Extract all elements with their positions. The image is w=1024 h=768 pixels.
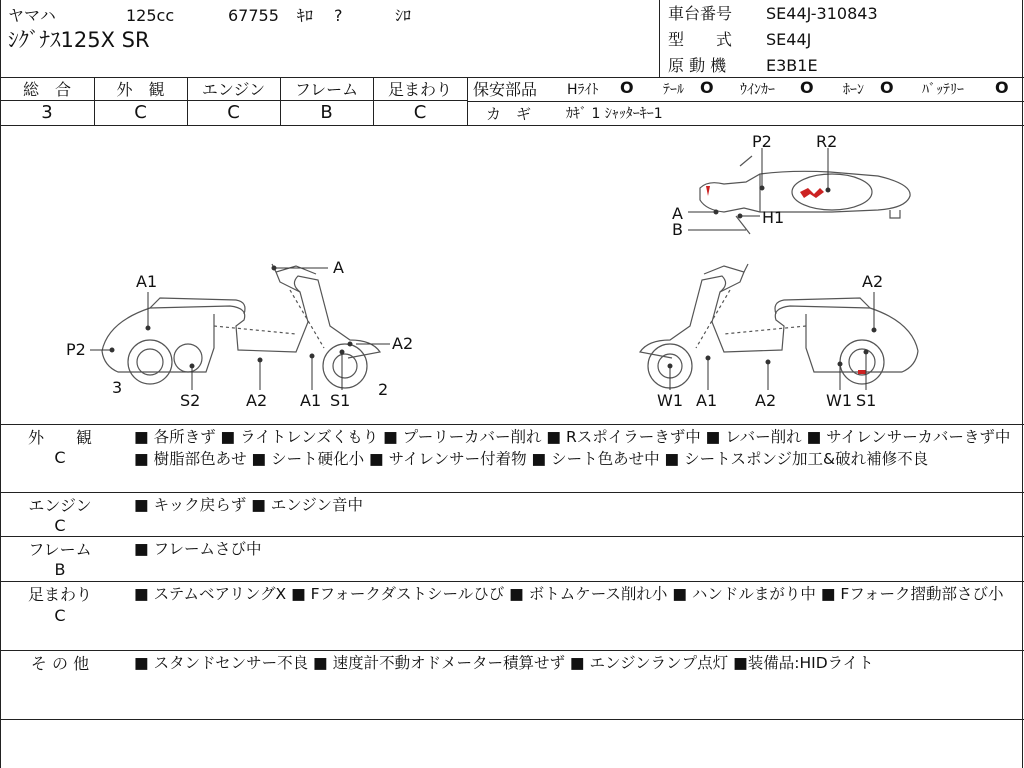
suspension-section-grade: C — [54, 606, 66, 625]
diagram-label: 2 — [378, 380, 389, 399]
suspension-section-label: 足まわり — [27, 585, 92, 604]
exterior-notes: ■ 各所きず ■ ライトレンズくもり ■ プーリーカバー削れ ■ Rスポイラーきず中 ■ レバー削れ ■ サイレンサーカバーきず中 ■ 樹脂部色あせ ■ シート硬化小 ■ サイレンサー付着物 ■ シート色あせ中 ■ シートスポンジ加工&破れ補修不良 — [134, 428, 1011, 468]
horn-status: O — [880, 78, 894, 97]
engine-grade-label: エンジン — [201, 80, 266, 99]
overall-label: 総 合 — [22, 80, 71, 99]
engine-section-grade: C — [54, 516, 66, 535]
model-name: ｼｸﾞﾅｽ125X SR — [8, 28, 150, 52]
displacement: 125cc — [126, 6, 175, 25]
frame-notes: ■ フレームさび中 — [134, 540, 262, 558]
winker-status: O — [800, 78, 814, 97]
key-label: カ ギ — [486, 105, 532, 123]
suspension-grade: C — [413, 102, 427, 123]
damage-marks — [706, 186, 866, 374]
diagram-label: P2 — [66, 340, 86, 359]
frame-section-label: フレーム — [28, 540, 92, 559]
damage-mark-muffler — [858, 370, 866, 374]
diagram-label: W1 — [826, 391, 852, 410]
diagram-label: A2 — [246, 391, 268, 410]
diagram-label: A2 — [755, 391, 777, 410]
diagram-label: A1 — [136, 272, 158, 291]
section-divider — [0, 650, 1024, 651]
diagram-label: B — [672, 220, 683, 239]
tail-status: O — [700, 78, 714, 97]
body-color: ｼﾛ — [395, 6, 412, 25]
diagram-bottom-divider — [0, 424, 1024, 425]
grade-col-divider — [467, 77, 468, 125]
type-value: SE44J — [766, 30, 812, 49]
diagram-label: S2 — [180, 391, 201, 410]
header-divider — [0, 77, 1024, 78]
headlight-status: O — [620, 78, 634, 97]
mileage-flag: ? — [334, 6, 343, 25]
battery-label: ﾊﾞｯﾃﾘｰ — [922, 82, 964, 98]
section-divider — [0, 581, 1024, 582]
overall-grade: 3 — [41, 102, 53, 123]
diagram-label: A — [333, 258, 344, 277]
mileage-unit: ｷﾛ — [297, 6, 314, 25]
frame-grade-label: フレーム — [294, 80, 359, 99]
diagram-label: A — [672, 204, 683, 223]
diagram-label: 3 — [112, 378, 123, 397]
key-value: ｶｷﾞ 1 ｼｬｯﾀｰｷｰ1 — [566, 106, 663, 122]
exterior-grade: C — [134, 102, 147, 123]
horn-label: ﾎｰﾝ — [843, 82, 864, 98]
exterior-section-grade: C — [54, 448, 66, 467]
damage-mark-seat — [800, 188, 824, 198]
header-vdivider — [659, 0, 660, 77]
diagram-label: S1 — [856, 391, 877, 410]
section-divider — [0, 536, 1024, 537]
maker: ヤマハ — [8, 6, 56, 25]
exterior-label: 外 観 — [116, 80, 165, 99]
diagram-label: A2 — [862, 272, 884, 291]
other-section-label: そ の 他 — [30, 654, 90, 673]
frame-no: SE44J-310843 — [766, 4, 878, 23]
frame-no-label: 車台番号 — [668, 4, 733, 23]
section-divider — [0, 492, 1024, 493]
suspension-grade-label: 足まわり — [387, 80, 452, 99]
diagram-label: A2 — [392, 334, 414, 353]
damage-mark-lever — [706, 186, 710, 196]
tail-label: ﾃｰﾙ — [663, 82, 684, 98]
suspension-notes: ■ ステムベアリングX ■ Fフォークダストシールひび ■ ボトムケース削れ小 ■ ハンドルまがり中 ■ Fフォーク摺動部さび小 — [134, 585, 1004, 603]
engine-section-label: エンジン — [28, 496, 92, 515]
safety-label: 保安部品 — [473, 80, 538, 99]
headlight-label: Hﾗｲﾄ — [567, 82, 599, 98]
type-label: 型 式 — [668, 30, 733, 49]
engine-grade: C — [227, 102, 240, 123]
engine-label: 原 動 機 — [668, 56, 727, 75]
engine-notes: ■ キック戻らず ■ エンジン音中 — [134, 496, 363, 514]
safety-row-divider — [467, 101, 1024, 102]
section-divider — [0, 719, 1024, 720]
diagram-label: W1 — [657, 391, 683, 410]
diagram-label: P2 — [752, 132, 772, 151]
frame-grade: B — [320, 102, 333, 123]
winker-label: ｳｲﾝｶｰ — [740, 82, 775, 98]
diagram-label: A1 — [300, 391, 322, 410]
diagram-label: H1 — [762, 208, 785, 227]
exterior-section-label: 外 観 — [27, 428, 92, 447]
diagram-label: A1 — [696, 391, 718, 410]
battery-status: O — [995, 78, 1009, 97]
engine-value: E3B1E — [766, 56, 818, 75]
mileage: 67755 — [228, 6, 279, 25]
grade-row-divider — [0, 100, 467, 101]
other-notes: ■ スタンドセンサー不良 ■ 速度計不動オドメーター積算せず ■ エンジンランプ点灯 ■装備品:HIDライト — [134, 654, 874, 672]
diagram-label: S1 — [330, 391, 351, 410]
frame-section-grade: B — [54, 560, 66, 579]
diagram-label: R2 — [816, 132, 838, 151]
